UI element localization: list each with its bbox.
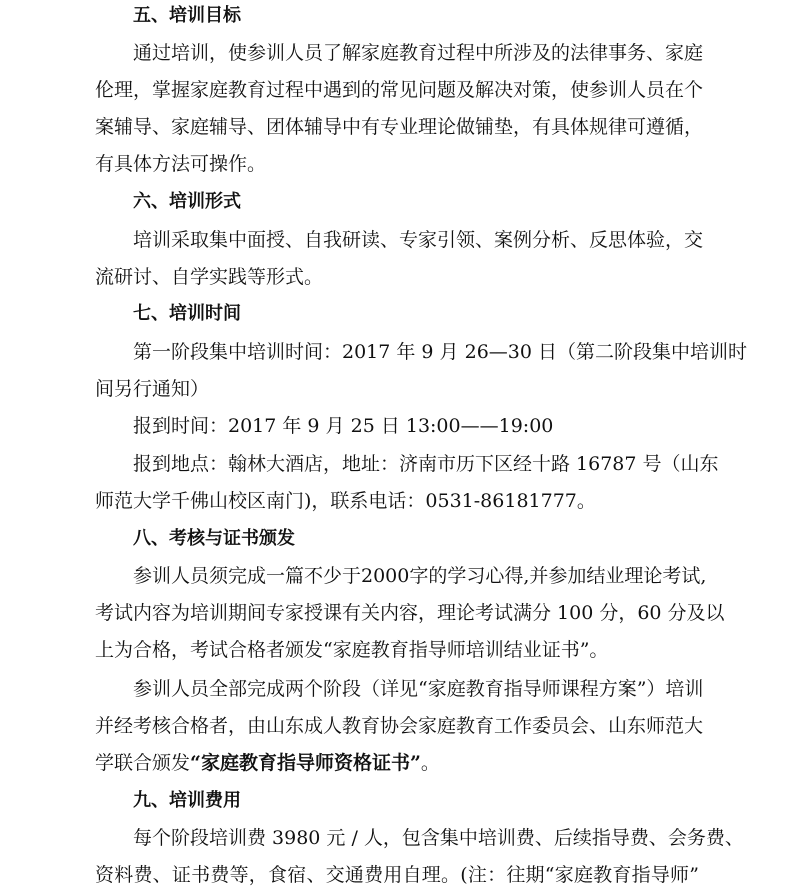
section-7-line-2: 间另行通知） [95,378,210,400]
section-9-heading: 九、培训费用 [133,790,241,811]
section-7-heading: 七、培训时间 [133,303,241,324]
section-6-line-2: 流研讨、自学实践等形式。 [95,266,324,288]
section-8-line-4: 参训人员全部完成两个阶段（详见“家庭教育指导师课程方案”）培训 [133,678,704,700]
section-5-line-2: 伦理，掌握家庭教育过程中遇到的常见问题及解决对策，使参训人员在个 [95,79,704,101]
section-8-line-6 [95,751,440,775]
section-8-heading: 八、考核与证书颁发 [133,528,295,549]
section-8-line-1: 参训人员须完成一篇不少于2000字的学习心得,并参加结业理论考试, [133,565,707,587]
section-6-line-1: 培训采取集中面授、自我研读、专家引领、案例分析、反思体验，交 [133,229,704,251]
section-5-heading: 五、培训目标 [133,5,241,26]
section-7-line-3: 报到时间：2017 年 9 月 25 日 13:00——19:00 [133,415,554,437]
section-8-line-5: 并经考核合格者，由山东成人教育协会家庭教育工作委员会、山东师范大 [95,715,704,737]
section-5-line-4: 有具体方法可操作。 [95,153,267,175]
section-7-line-4: 报到地点：翰林大酒店，地址：济南市历下区经十路 16787 号（山东 [133,453,719,475]
section-5-line-1: 通过培训，使参训人员了解家庭教育过程中所涉及的法律事务、家庭 [133,42,704,64]
section-5-line-3: 案辅导、家庭辅导、团体辅导中有专业理论做铺垫，有具体规律可遵循， [95,116,704,138]
section-9-line-1: 每个阶段培训费 3980 元 / 人，包含集中培训费、后续指导费、会务费、 [133,827,744,849]
section-7-line-1: 第一阶段集中培训时间：2017 年 9 月 26—30 日（第二阶段集中培训时 [133,341,747,363]
section-9-line-2: 资料费、证书费等，食宿、交通费用自理。(注：往期“家庭教育指导师” [95,864,699,886]
section-8-line-3: 上为合格，考试合格者颁发“家庭教育指导师培训结业证书”。 [95,639,609,661]
section-8-line-2: 考试内容为培训期间专家授课有关内容，理论考试满分 100 分，60 分及以 [95,602,725,624]
section-8-line-6-text: 学联合颁发 [95,752,191,774]
section-6-heading: 六、培训形式 [133,191,241,212]
section-8-end-mark: 。 [420,752,440,774]
certificate-name: “家庭教育指导师资格证书” [190,752,421,774]
section-7-line-5: 师范大学千佛山校区南门)，联系电话：0531-86181777。 [95,490,596,512]
